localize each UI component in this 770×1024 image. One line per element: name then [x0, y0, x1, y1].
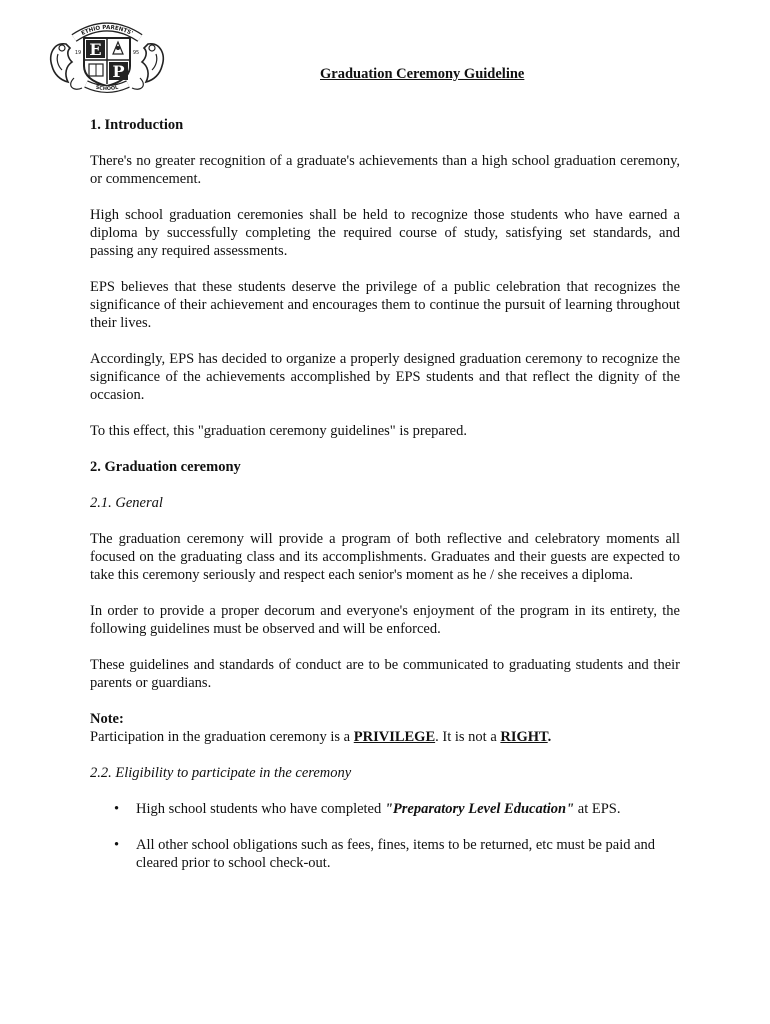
list-item — [90, 800, 680, 818]
document-body — [90, 116, 680, 890]
note-block — [90, 710, 680, 746]
bullet-emphasis: "Preparatory Level Education" — [384, 801, 575, 817]
note-text-middle: . It is not a — [435, 729, 501, 745]
paragraph: Accordingly, EPS has decided to organize a properly designed graduation ceremony to recognize the significance of the achievements accomplished by EPS students and that reflect the dignity of the occasion. — [90, 351, 680, 403]
logo-banner-bottom-text: SCHOOL — [95, 84, 119, 93]
list-item — [90, 836, 680, 872]
note-privilege: PRIVILEGE — [353, 729, 436, 745]
paragraph: EPS believes that these students deserve the privilege of a public celebration that recognizes the significance of their achievement and encourages them to continue the pursuit of learning throughout their lives. — [90, 279, 680, 331]
subsection-heading-eligibility: 2.2. Eligibility to participate in the ceremony — [90, 765, 352, 781]
logo-year-right: 95 — [132, 50, 140, 56]
logo-year-left: 19 — [74, 50, 82, 56]
bullet-text-before: High school students who have completed — [136, 801, 385, 817]
paragraph: There's no greater recognition of a graduate's achievements than a high school graduation ceremony, or commencement. — [90, 153, 680, 187]
paragraph: These guidelines and standards of conduct are to be communicated to graduating students and their parents or guardians. — [90, 657, 680, 691]
paragraph: To this effect, this "graduation ceremony guidelines" is prepared. — [90, 423, 467, 439]
paragraph: In order to provide a proper decorum and everyone's enjoyment of the program in its entirety, the following guidelines must be observed and will be enforced. — [90, 603, 680, 637]
logo-letter-p: P — [112, 62, 125, 81]
left-lion-icon — [51, 44, 72, 82]
note-right: RIGHT — [500, 729, 548, 745]
logo-letter-e: E — [89, 40, 102, 59]
bullet-icon: • — [114, 801, 120, 817]
paragraph: The graduation ceremony will provide a program of both reflective and celebratory moments all focused on the graduating class and its accomplishments. Graduates and their guests are expected to take this ceremony seriously and respect each senior's moment as he / she receives a diploma. — [90, 531, 680, 583]
bullet-text-after: at EPS. — [574, 801, 621, 817]
subsection-heading-general: 2.1. General — [90, 495, 163, 511]
document-title: Graduation Ceremony Guideline — [320, 66, 525, 82]
logo-banner-top-text: ETHIO PARENTS' — [80, 24, 134, 37]
section-heading-graduation-ceremony: 2. Graduation ceremony — [90, 459, 241, 475]
note-label: Note: — [90, 711, 124, 727]
school-crest-logo — [44, 14, 170, 94]
eligibility-list — [90, 800, 680, 872]
note-text-before: Participation in the graduation ceremony is a — [90, 729, 354, 745]
paragraph: High school graduation ceremonies shall be held to recognize those students who have earned a diploma by successfully completing the required course of study, satisfying set standards, and passing any required assessments. — [90, 207, 680, 259]
note-text-after: . — [547, 729, 552, 745]
bullet-text: All other school obligations such as fees, fines, items to be returned, etc must be paid and cleared prior to school check-out. — [136, 837, 656, 871]
section-heading-introduction: 1. Introduction — [90, 117, 184, 133]
bullet-icon: • — [114, 837, 120, 853]
right-lion-icon — [142, 44, 163, 82]
